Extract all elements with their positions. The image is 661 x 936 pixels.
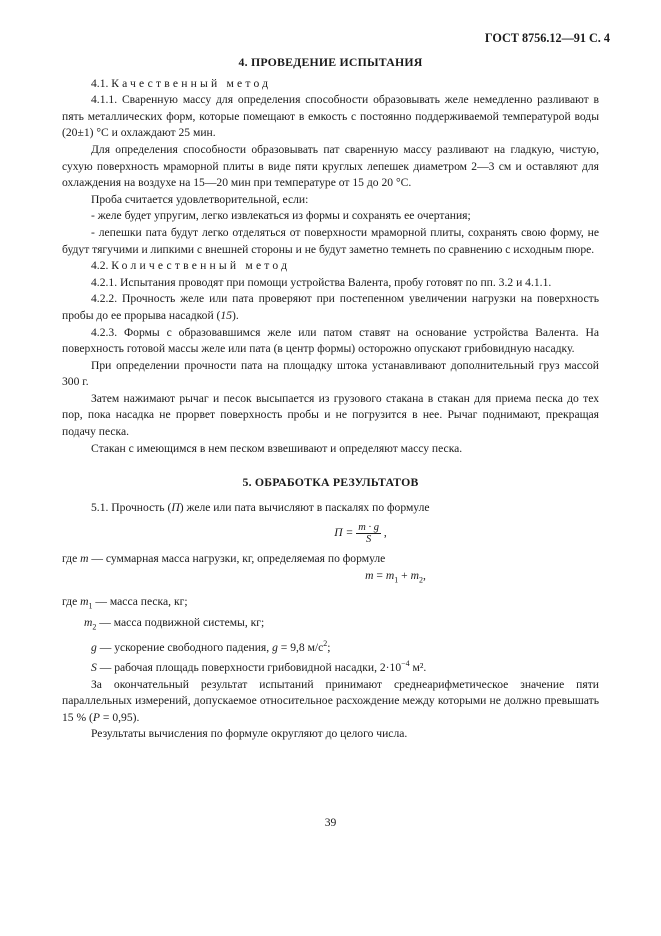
formula-tail: , [383, 526, 387, 540]
subsection-4-2-heading [62, 258, 599, 275]
variable: g [272, 640, 278, 654]
text-run: За окончательный результат испытаний принимают среднеарифметическое значение пяти параллельных измерений, допускаемое относительное расхождение между которыми не должно превышать 15 % ( [62, 677, 599, 724]
reference-number: 15 [220, 308, 232, 322]
variable: m [80, 552, 89, 566]
document-body [62, 54, 599, 743]
text-run: где [62, 552, 81, 566]
text-run: — ускорение свободного падения, [96, 640, 273, 654]
text-run: = 0,95). [100, 710, 140, 724]
variable: m [385, 569, 395, 583]
variable: m [410, 569, 419, 583]
variable: m [365, 569, 374, 583]
paragraph-5-1 [62, 500, 599, 517]
section-5-title: 5. ОБРАБОТКА РЕЗУЛЬТАТОВ [242, 475, 419, 490]
document-header: ГОСТ 8756.12—91 С. 4 [484, 31, 610, 45]
page-number: 39 [324, 816, 337, 829]
text-run: 5.1. Прочность ( [91, 500, 172, 514]
subscript: 1 [88, 601, 93, 611]
formula-fraction [356, 522, 381, 545]
strength-formula [122, 522, 599, 545]
variable: m [84, 615, 93, 629]
subscript: 2 [92, 622, 97, 632]
fraction-denominator: S [365, 534, 372, 546]
subsection-4-1-heading [62, 76, 599, 93]
text-run: — суммарная масса нагрузки, кг, определяемая по формуле [88, 552, 386, 566]
variable: S [91, 661, 97, 675]
text-run: , [422, 569, 426, 583]
text-run: ) желе или пата вычисляют в паскалях по формуле [179, 500, 430, 514]
definition-s [62, 656, 599, 676]
variable: g [91, 640, 97, 654]
subsection-number: 4.1. [91, 76, 109, 90]
superscript: 2 [323, 638, 328, 648]
paragraph-4-1-1: 4.1.1. Сваренную массу для определения способности образовывать желе немедленно разливают в пять металлических форм, которые помещают в емкость с постоянно поддерживаемой температурой воды (20±1) °С и охлаждают 25 мин. [62, 93, 599, 140]
definitions-list [62, 594, 599, 677]
paragraph-4-2-2 [62, 291, 599, 324]
subscript: 2 [418, 575, 423, 585]
paragraph-4-2-1: 4.2.1. Испытания проводят при помощи устройства Валента, пробу готовят по пп. 3.2 и 4.1.1. [91, 275, 552, 289]
text-run: = 9,8 м/с [277, 640, 324, 654]
mass-formula [62, 568, 599, 589]
bullet-zhele: - желе будет упругим, легко извлекаться из формы и сохранять ее очертания; [91, 209, 471, 223]
paragraph-4-2-3: 4.2.3. Формы с образовавшимся желе или патом ставят на основание устройства Валента. На поверхность готовой массы желе или пата (в центр формы) осторожно опускают грибовидную насадку. [62, 325, 599, 356]
paragraph-rounding: Результаты вычисления по формуле округляют до целого числа. [91, 727, 408, 741]
variable: m [80, 594, 89, 608]
paragraph-gruz: При определении прочности пата на площадку штока устанавливают дополнительный груз массой 300 г. [62, 358, 599, 389]
definition-m1 [62, 594, 599, 615]
text-run: ). [232, 308, 239, 322]
text-run: — масса подвижной системы, кг; [96, 615, 265, 629]
text-run: 4.2.2. Прочность желе или пата проверяют при постепенном увеличении нагрузки на поверхность пробы до ее прорыва насадкой ( [62, 292, 599, 322]
variable: П [171, 500, 180, 514]
subsection-title: Качественный метод [111, 76, 272, 90]
variable: Р [92, 710, 101, 724]
where-m-line [62, 551, 599, 568]
paragraph-pat: Для определения способности образовывать пат сваренную массу разливают на гладкую, чистую, сухую поверхность мраморной плиты в виде пяти круглых лепешек диаметром 2—3 см и оставляют для охлаждения на воздухе на 15—20 мин при температуре от 15 до 20 °С. [62, 142, 599, 190]
text-run: ; [327, 640, 331, 654]
subsection-title: Количественный метод [111, 259, 291, 273]
text-run: где [62, 594, 81, 608]
superscript: −4 [401, 659, 410, 669]
paragraph-stakan: Стакан с имеющимся в нем песком взвешивают и определяют массу песка. [91, 441, 463, 455]
paragraph-rychag: Затем нажимают рычаг и песок высыпается из грузового стакана в стакан для приема песка до тех пор, пока насадка не прорвет поверхность пробы и не погрузится в нее. Рычаг поднимают, прекращая подачу песка. [62, 391, 599, 439]
text-run: + [398, 569, 411, 583]
text-run: — рабочая площадь поверхности грибовидной насадки, 2·10 [96, 661, 402, 675]
paragraph-final-result [62, 677, 599, 727]
fraction-numerator: m · g [358, 522, 379, 534]
section-4-title: 4. ПРОВЕДЕНИЕ ИСПЫТАНИЯ [238, 55, 423, 69]
definition-g [62, 636, 599, 656]
subsection-number: 4.2. [91, 259, 109, 273]
text-run: = [373, 569, 386, 583]
paragraph-proba: Проба считается удовлетворительной, если: [91, 192, 309, 206]
text-run: м². [409, 661, 427, 675]
formula-lhs: П = [334, 526, 354, 540]
subscript: 1 [394, 575, 399, 585]
text-run: — масса песка, кг; [92, 594, 188, 608]
bullet-pat: - лепешки пата будут легко отделяться от поверхности мраморной плиты, сохранять свою форму, не будут тягучими и липкими с внешней стороны и не будут заметно темнеть по сравнению с исходным пюре. [62, 225, 599, 256]
definition-m2 [62, 615, 599, 636]
